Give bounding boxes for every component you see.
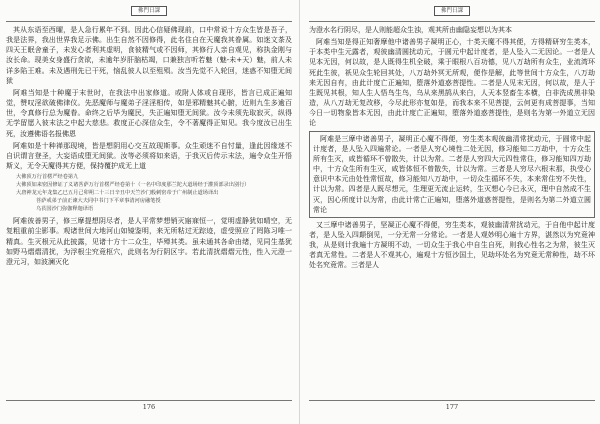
right-paragraph-3: 阿难是三摩中诸善男子，凝明正心魔不得便，穷生类本观彼幽清常扰动元，于圆常中起计度者，是人坠入四遍常论。一者是人穷心境性二处无因，修习能知二万劫中，十方众生所有生灭，咸皆循环不曾散失，计以为常。二者是人穷四大元四性常住，修习能知四万劫中，十方众生所有生灭，咸皆体恒不曾散失，计以为常。三者是人穷尽六根末那，执受心意识中本元由处性常恒故，修习能知八万劫中，一切众生循环不失，本来常住穷不失性，计以为常。四者是人既尽想元，生理更无流止运转，生灭想心今已永灭，理中自然成不生灭，因心所度计以为常，由此计常亡正遍知，堕落外道惑菩提性，是则名为第二外道立圆常论 — [309, 131, 595, 218]
right-paragraph-4: 又三摩中诸善男子，坚凝正心魔不得便，穷生类本，观彼幽清常扰动元，于自他中起计度者，是人坠入四颠倒见，一分无常一分常论。一者是人观妙明心遍十方界，湛然以为究竟神我，从是则计我遍十方凝明不动，一切众生于我心中自生自死，则我心性名之为常，彼生灭者真无常性。二者是人不观其心，遍观十方恒沙国土，见劫坏处名为究竟无常种性，劫不坏处名究竟常。三者是人 — [309, 220, 595, 270]
left-header-tab: 佛門日課 — [131, 6, 167, 16]
right-paragraph-2: 阿难当知是得正知奢摩他中诸善男子凝明正心，十类天魔不得其便，方得精研穷生类本，于本类中生元露者，观彼幽清圆扰动元，于圆元中起计度者，是人坠入二无因论。一者是人见本无因，何以故，是人既得生机全破，乘于眼根八百功德，见八万劫所有众生，业流湾环死此生彼，祇见众生轮回其处，八万劫外冥无所观，便作是解，此等世间十方众生，八万劫来无因自有，由此计度亡正遍知，堕落外道惑菩提性。二者是人见末无因，何以故，是人于生既见其根，知人生人悟鸟生鸟，乌从来黑鹄从来白，人天本竖畜生本横，白非洗成黑非染造，从八万劫无复改移，今尽此形亦复如是，而我本来不见菩提，云何更有成菩提事，当知今日一切物象皆本无因，由此计度亡正遍知，堕落外道惑菩提性，是则名为第一外道立无因论 — [309, 38, 595, 128]
left-paragraph-2: 阿难当知是十种魔于末世时，在我法中出家修道。或附人体或自现形，皆言已成正遍知觉，赞叹淫欲破佛律仪。先恶魔师与魔弟子淫淫相传，如是邪精魅其心腑，近则九生多逾百世，令真修行总为魔眷。命终之后毕为魔民，失正遍知堕无间狱。汝今未须先取寂灭，纵得无学留愿入彼末法之中起大慈悲。救度正心深信众生，令不著魔得正知见。我今度汝已出生死，汝遵佛语名报佛恩 — [6, 88, 292, 138]
left-page-content — [6, 25, 292, 401]
right-page-content — [309, 25, 595, 401]
right-page-header — [309, 6, 595, 20]
right-paragraph-1: 为澄水名行阴尽，是人则能超众生浊，观其所由幽隐妄想以为其本 — [309, 26, 512, 34]
right-header-rule — [309, 21, 595, 22]
left-page-footer — [6, 400, 292, 418]
right-header-tab: 佛門日課 — [434, 6, 470, 16]
colophon-block — [16, 173, 292, 213]
left-paragraph-3: 阿难如是十种禅那现境，皆是想阴用心交互故现斯事。众生顽迷不自忖量，逢此因缘迷不自识谓言登圣，大妄语成堕无间狱。汝等必须将如来语，于我灭后传示末法，遍令众生开悟斯义，无令天魔得其方便，保持覆护成无上道 — [6, 141, 292, 171]
right-page — [309, 6, 595, 418]
colophon-line-1: 大佛顶万行首楞严经卷第九 — [16, 174, 79, 181]
colophon-line-3: 大唐神龙元年龙集乙巳五月己卯朔二十三日辛丑中天竺沙门般刺密帝于广州制止道场译出 — [16, 190, 219, 197]
left-page-number: 176 — [142, 403, 156, 411]
book-gutter — [299, 0, 300, 424]
left-paragraph-1: 其从东语至西曜，是人急行累年不到。因此心信疑佛现前，口中常说十方众生皆是吾子，我是法界，我出世界我足示佛。出生自然不因修得，此名住自在天魔我其眷属。如迷文茶及四天王眠舍童子，未发心者利其虚明，食彼精气或不因师，其修行人亲自观见，称执金刚与汝长命。现美女身盛行贪欲，未逾年岁肝脑枯竭，口兼独言听若魅（魅-未+天）魅，前人未详多陷王难。未及遇刑先已干死，恼乱彼人以至殂殒。汝当先觉不入轮回，迷惑不知堕无间狱 — [6, 26, 292, 85]
colophon-line-2: 大佛顶如来密因修证了义诸菩萨万行首楞严经卷第十（一名中印度那兰陀大道场经于灌顶部录出别行） — [16, 182, 250, 189]
left-header-rule — [6, 21, 292, 22]
colophon-line-4: 菩萨戒弟子前正谏大夫同中书门下平章事清河房融笔授 — [36, 198, 161, 205]
left-final-paragraph: 阿难彼善男子，修三摩提想阴尽者，是人平常梦想销灭寤寐恒一，觉明虚静犹如晴空，无复粗重前尘影事。观诸世间大地河山如镜鉴明，来无所粘过无踪迹，虚受照应了罔陈习唯一精真。生灭根元从此披露，见诸十方十二众生，毕殚其类。虽未通其各命由绪，见同生基犹如野马熠熠清扰，为浮根尘究竟枢穴，此则名为行阴区宇。若此清扰熠熠元性，性入元澄一澄元习，如波澜灭化 — [6, 217, 292, 266]
left-page — [6, 6, 292, 418]
left-page-header — [6, 6, 292, 20]
right-page-footer — [309, 400, 595, 418]
colophon-line-5: 乌苌国沙门弥伽释迦译语 — [36, 206, 94, 213]
right-page-number: 177 — [445, 403, 459, 411]
